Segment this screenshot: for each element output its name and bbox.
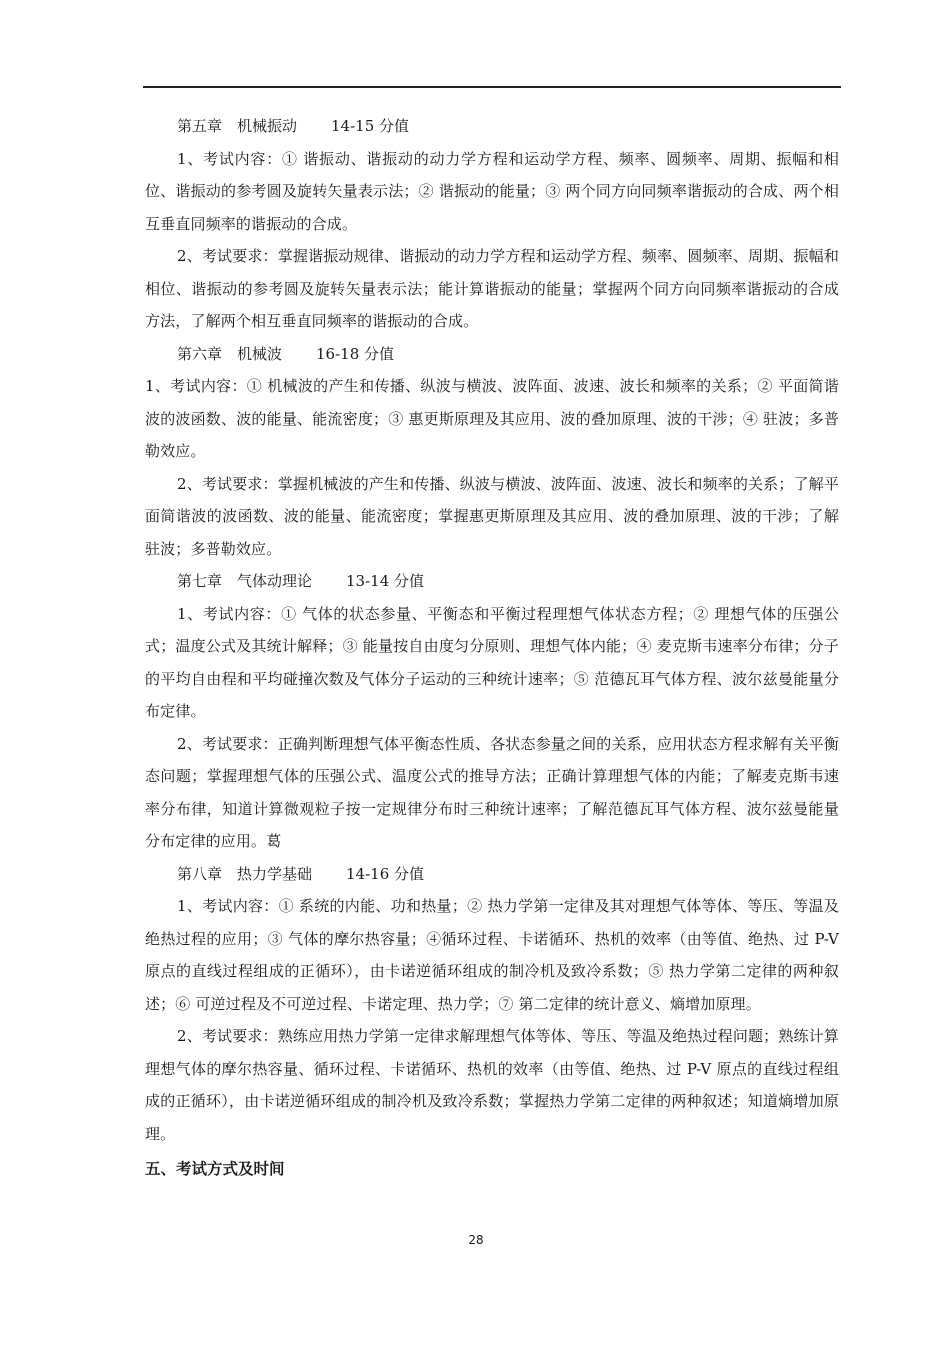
chapter-6-requirement: 2、考试要求：掌握机械波的产生和传播、纵波与横波、波阵面、波速、波长和频率的关系；了解平面简谐波的波函数、波的能量、能流密度；掌握惠更斯原理及其应用、波的叠加原理、波的干涉；了解驻波；多普勒效应。	[145, 474, 839, 558]
chapter-5-heading	[145, 110, 839, 143]
chapter-6-score: 16-18 分值	[316, 344, 395, 363]
chapter-5-title: 第五章 机械振动	[177, 117, 298, 135]
chapter-7-content: 1、考试内容：① 气体的状态参量、平衡态和平衡过程理想气体状态方程；② 理想气体的压强公式；温度公式及其统计解释；③ 能量按自由度匀分原则、理想气体内能；④ 麦克斯韦速率分布律；分子的平均自由程和平均碰撞次数及气体分子运动的三种统计速率；⑤ 范德瓦耳气体方程、波尔兹曼能量分布定律。	[145, 604, 839, 720]
header-rule	[143, 86, 841, 88]
chapter-5-requirement: 2、考试要求：掌握谐振动规律、谐振动的动力学方程和运动学方程、频率、圆频率、周期、振幅和相位、谐振动的参考圆及旋转矢量表示法；能计算谐振动的能量；掌握两个同方向同频率谐振动的合成方法，了解两个相互垂直同频率的谐振动的合成。	[145, 247, 839, 330]
chapter-6-title: 第六章 机械波	[177, 344, 283, 363]
page-number: 28	[468, 1233, 484, 1247]
chapter-6-content: 1、考试内容：① 机械波的产生和传播、纵波与横波、波阵面、波速、波长和频率的关系；② 平面简谐波的波函数、波的能量、能流密度；③ 惠更斯原理及其应用、波的叠加原理、波的干涉；④ 驻波；多普勒效应。	[145, 377, 839, 460]
chapter-7-requirement: 2、考试要求：正确判断理想气体平衡态性质、各状态参量之间的关系，应用状态方程求解有关平衡态问题；掌握理想气体的压强公式、温度公式的推导方法；正确计算理想气体的内能；了解麦克斯韦速率分布律，知道计算微观粒子按一定规律分布时三种统计速率；了解范德瓦耳气体方程、波尔兹曼能量分布定律的应用。葛	[145, 734, 839, 850]
chapter-5-score: 14-15 分值	[331, 117, 410, 135]
chapter-8-content: 1、考试内容：① 系统的内能、功和热量；② 热力学第一定律及其对理想气体等体、等压、等温及绝热过程的应用；③ 气体的摩尔热容量；④循环过程、卡诺循环、热机的效率（由等值、绝热、过 P-V 原点的直线过程组成的正循环），由卡诺逆循环组成的制冷机及致冷系数；⑤ 热力学第二定律的两种叙述；⑥ 可逆过程及不可逆过程、卡诺定理、热力学；⑦ 第二定律的统计意义、熵增加原理。	[145, 897, 839, 1013]
chapter-8-requirement: 2、考试要求：熟练应用热力学第一定律求解理想气体等体、等压、等温及绝热过程问题；熟练计算理想气体的摩尔热容量、循环过程、卡诺循环、热机的效率（由等值、绝热、过 P-V 原点的直线过程组成的正循环），由卡诺逆循环组成的制冷机及致冷系数；掌握热力学第二定律的两种叙述；知道熵增加原理。	[145, 1027, 839, 1143]
chapter-5-content: 1、考试内容：① 谐振动、谐振动的动力学方程和运动学方程、频率、圆频率、周期、振幅和相位、谐振动的参考圆及旋转矢量表示法；② 谐振动的能量；③ 两个同方向同频率谐振动的合成、两个相互垂直同频率的谐振动的合成。	[145, 149, 839, 233]
chapter-7-heading	[145, 565, 839, 598]
chapter-7-title: 第七章 气体动理论	[177, 572, 313, 590]
chapter-7-score: 13-14 分值	[346, 572, 425, 590]
section-heading: 五、考试方式及时间	[145, 1160, 285, 1178]
chapter-8-title: 第八章 热力学基础	[177, 864, 313, 883]
chapter-8-heading	[145, 858, 839, 891]
chapter-6-heading	[145, 338, 839, 371]
chapter-8-score: 14-16 分值	[346, 864, 425, 883]
page-content	[145, 110, 839, 1186]
